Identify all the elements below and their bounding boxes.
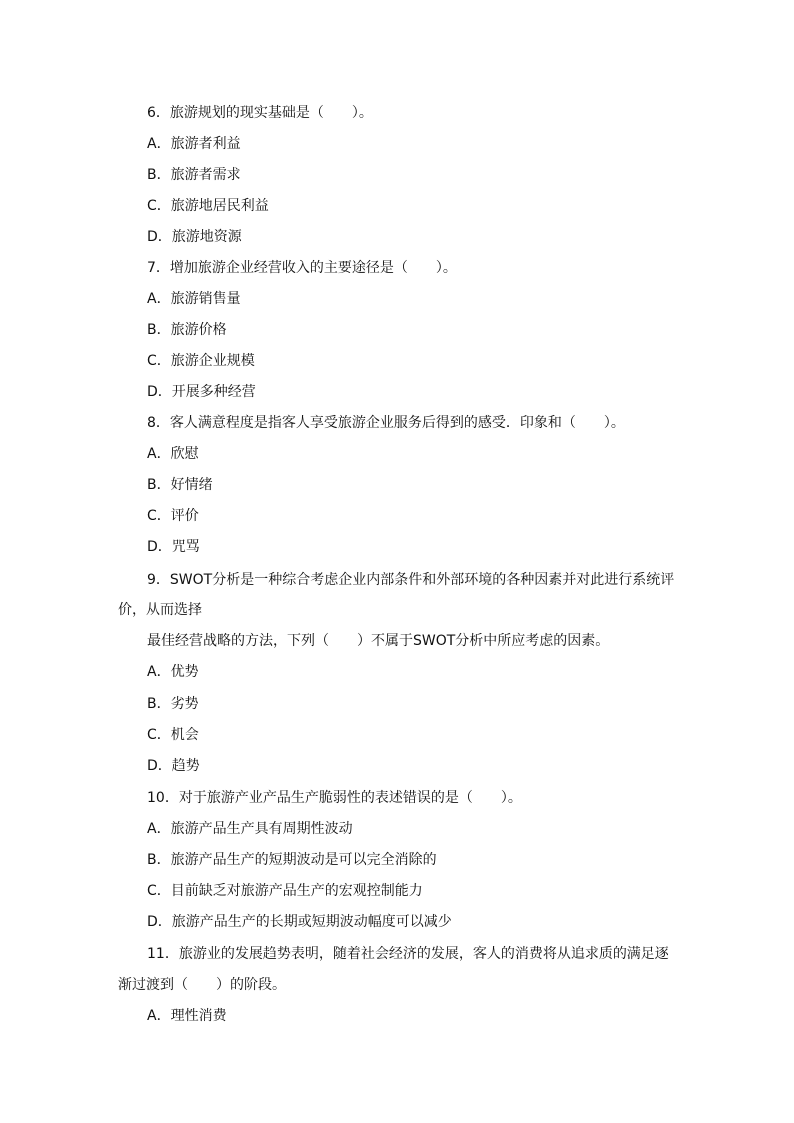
question-9-option-a: A．优势	[147, 664, 199, 680]
question-6-option-d: D．旅游地资源	[147, 229, 242, 245]
question-11-line-2: 渐过渡到（ ）的阶段。	[118, 977, 286, 993]
question-9-option-c: C．机会	[147, 727, 199, 743]
question-9-option-d: D．趋势	[147, 758, 200, 774]
question-6-option-c: C．旅游地居民利益	[147, 198, 269, 214]
question-10-option-d: D．旅游产品生产的长期或短期波动幅度可以减少	[147, 914, 452, 930]
question-7: 7．增加旅游企业经营收入的主要途径是（ ）。	[147, 260, 457, 276]
question-11-option-a: A．理性消费	[147, 1008, 227, 1024]
question-6-option-a: A．旅游者利益	[147, 136, 241, 152]
question-8-option-b: B．好情绪	[147, 477, 213, 493]
question-7-option-c: C．旅游企业规模	[147, 353, 255, 369]
question-7-option-d: D．开展多种经营	[147, 384, 256, 400]
question-10-option-b: B．旅游产品生产的短期波动是可以完全消除的	[147, 852, 437, 868]
question-8: 8．客人满意程度是指客人享受旅游企业服务后得到的感受．印象和（ ）。	[147, 415, 625, 431]
question-8-option-d: D．咒骂	[147, 539, 200, 555]
question-7-option-b: B．旅游价格	[147, 322, 227, 338]
question-8-option-c: C．评价	[147, 508, 199, 524]
question-7-option-a: A．旅游销售量	[147, 291, 241, 307]
question-9-line-3: 最佳经营战略的方法，下列（ ）不属于SWOT分析中所应考虑的因素。	[147, 633, 610, 649]
question-8-option-a: A．欣慰	[147, 446, 199, 462]
question-11-line-1: 11．旅游业的发展趋势表明，随着社会经济的发展，客人的消费将从追求质的满足逐	[147, 946, 669, 962]
question-9-line-1: 9．SWOT分析是一种综合考虑企业内部条件和外部环境的各种因素并对此进行系统评	[147, 572, 675, 588]
question-10: 10．对于旅游产业产品生产脆弱性的表述错误的是（ ）。	[147, 790, 522, 806]
question-9-line-2: 价，从而选择	[118, 602, 202, 618]
question-10-option-a: A．旅游产品生产具有周期性波动	[147, 821, 353, 837]
question-6-option-b: B．旅游者需求	[147, 167, 241, 183]
question-6: 6．旅游规划的现实基础是（ ）。	[147, 105, 373, 121]
question-9-option-b: B．劣势	[147, 696, 199, 712]
question-10-option-c: C．目前缺乏对旅游产品生产的宏观控制能力	[147, 883, 423, 899]
